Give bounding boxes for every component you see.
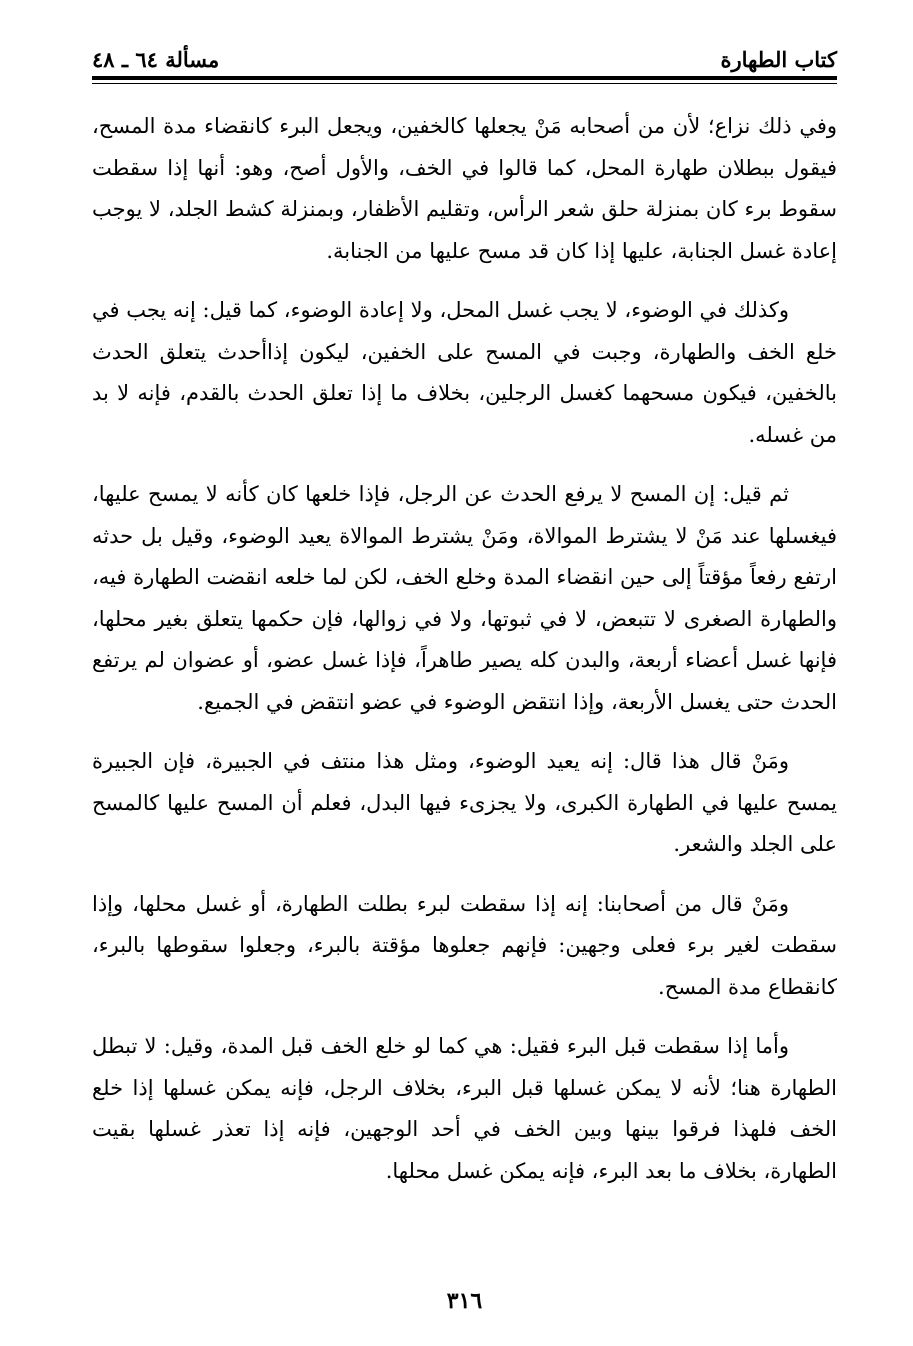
issue-label: مسألة ٦٤ ـ ٤٨: [92, 47, 220, 72]
book-page: [92, 30, 837, 1346]
paragraph: ومَنْ قال من أصحابنا: إنه إذا سقطت لبرء بطلت الطهارة، أو غسل محلها، وإذا سقطت لغير برء فعلى وجهين: فإنهم جعلوها مؤقتة بالبرء، وجعلوا سقوطها بالبرء، كانقطاع مدة المسح.: [92, 891, 837, 999]
running-header: [92, 30, 837, 76]
book-title: كتاب الطهارة: [720, 47, 837, 72]
paragraph: ثم قيل: إن المسح لا يرفع الحدث عن الرجل، فإذا خلعها كان كأنه لا يمسح عليها، فيغسلها عند مَنْ لا يشترط الموالاة، ومَنْ يشترط الموالاة يعيد الوضوء، وقيل بل حدثه ارتفع رفعاً مؤقتاً إلى حين انقضاء المدة وخلع الخف، لكن لما خلعه انقضت الطهارة فيه، والطهارة الصغرى لا تتبعض، لا في ثبوتها، ولا في زوالها، فإن حكمها يتعلق بغير محلها، فإنها غسل أعضاء أربعة، والبدن كله يصير طاهراً، فإذا غسل عضو، أو عضوان لم يرتفع الحدث حتى يغسل الأربعة، وإذا انتقض الوضوء في عضو انتقض في الجميع.: [92, 482, 837, 714]
paragraph: وكذلك في الوضوء، لا يجب غسل المحل، ولا إعادة الوضوء، كما قيل: إنه يجب في خلع الخف والطهارة، وجبت في المسح على الخفين، ليكون إذاأحدث يتعلق الحدث بالخفين، فيكون مسحهما كغسل الرجلين، بخلاف ما إذا تعلق الحدث بالقدم، فإنه لا بد من غسله.: [92, 298, 837, 447]
paragraph: وأما إذا سقطت قبل البرء فقيل: هي كما لو خلع الخف قبل المدة، وقيل: لا تبطل الطهارة هنا؛ لأنه لا يمكن غسلها قبل البرء، بخلاف الرجل، فإنه يمكن غسلها إذا خلع الخف فلهذا فرقوا بينها وبين الخف في أحد الوجهين، فإنه إذا تعذر غسلها بقيت الطهارة، بخلاف ما بعد البرء، فإنه يمكن غسل محلها.: [92, 1034, 837, 1183]
paragraph: ومَنْ قال هذا قال: إنه يعيد الوضوء، ومثل هذا منتف في الجبيرة، فإن الجبيرة يمسح عليها في الطهارة الكبرى، ولا يجزىء فيها البدل، فعلم أن المسح عليها كالمسح على الجلد والشعر.: [92, 749, 837, 856]
header-rule-thin: [92, 83, 837, 84]
paragraph: وفي ذلك نزاع؛ لأن من أصحابه مَنْ يجعلها كالخفين، ويجعل البرء كانقضاء مدة المسح، فيقول ببطلان طهارة المحل، كما قالوا في الخف، والأول أصح، وهو: أنها إذا سقطت سقوط برء كان بمنزلة حلق شعر الرأس، وتقليم الأظفار، وبمنزلة كشط الجلد، لا يوجب إعادة غسل الجنابة، عليها إذا كان قد مسح عليها من الجنابة.: [92, 114, 837, 263]
page-number: ٣١٦: [446, 1288, 483, 1314]
header-rule-thick: [92, 76, 837, 80]
page-body: [92, 106, 837, 1192]
